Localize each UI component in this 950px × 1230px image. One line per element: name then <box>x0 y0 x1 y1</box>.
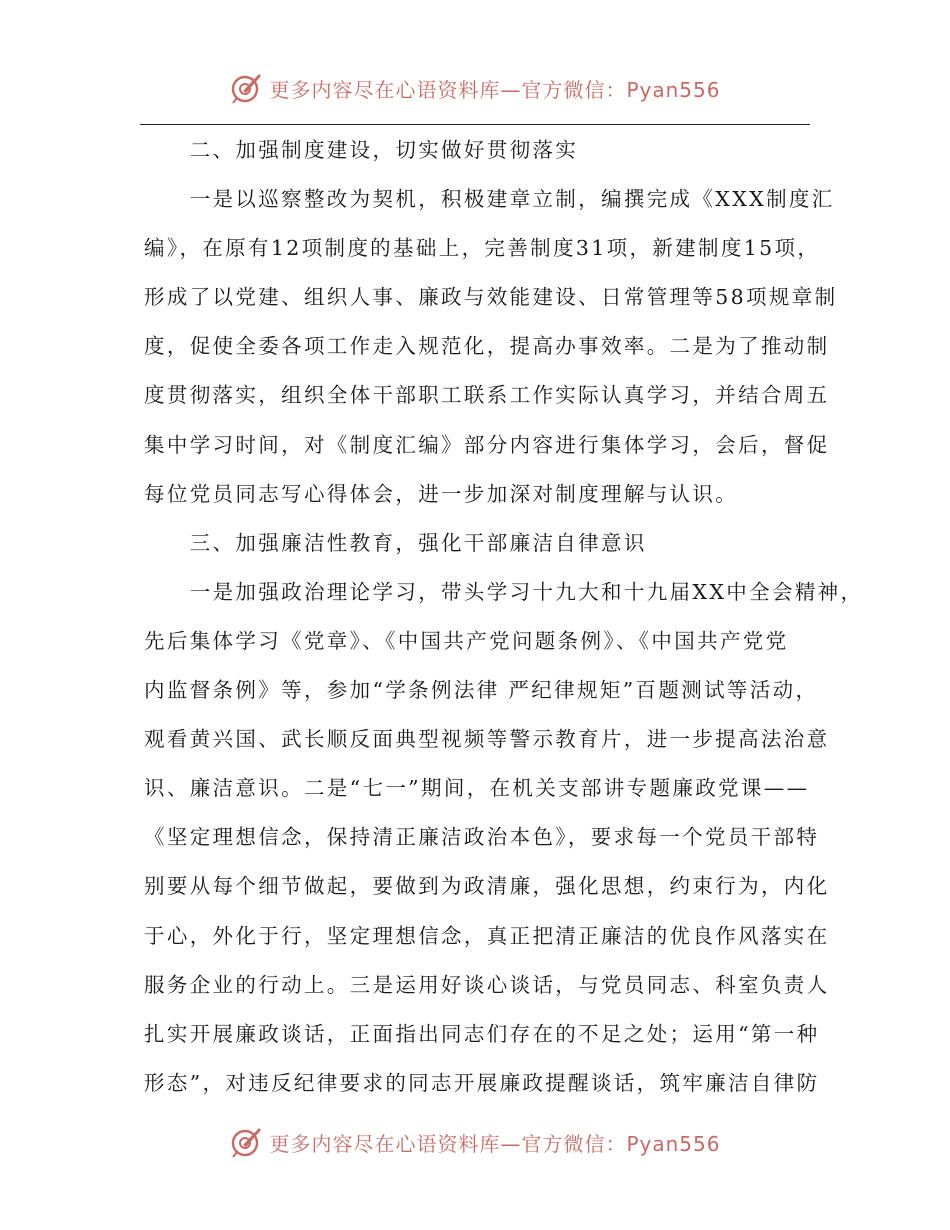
text-line: 一是加强政治理论学习，带头学习十九大和十九届XX中全会精神， <box>144 579 864 604</box>
header-banner <box>0 68 950 108</box>
footer-banner <box>0 1122 950 1162</box>
text-line: 《坚定理想信念，保持清正廉洁政治本色》，要求每一个党员干部特 <box>144 825 820 850</box>
text-line: 观看黄兴国、武长顺反面典型视频等警示教育片，进一步提高法治意 <box>144 727 830 752</box>
text-line: 服务企业的行动上。三是运用好谈心谈话，与党员同志、科室负责人 <box>144 972 830 997</box>
document-body <box>144 126 864 1108</box>
text-line: 识、廉洁意识。二是“七一”期间，在机关支部讲专题廉政党课—— <box>144 776 810 801</box>
text-line: 每位党员同志写心得体会，进一步加深对制度理解与认识。 <box>144 481 739 506</box>
text-line: 内监督条例》等，参加“学条例法律 严纪律规矩”百题测试等活动， <box>144 678 819 703</box>
text-line: 形成了以党建、组织人事、廉政与效能建设、日常管理等58项规章制 <box>144 285 838 310</box>
text-line: 于心，外化于行，坚定理想信念，真正把清正廉洁的优良作风落实在 <box>144 923 830 948</box>
text-line: 三、加强廉洁性教育，强化干部廉洁自律意识 <box>144 530 647 555</box>
text-line: 二、加强制度建设，切实做好贯彻落实 <box>144 138 579 162</box>
text-line: 编》，在原有12项制度的基础上，完善制度31项，新建制度15项， <box>144 236 821 261</box>
text-line: 别要从每个细节做起，要做到为政清廉，强化思想，约束行为，内化 <box>144 874 830 899</box>
header-divider <box>140 124 810 125</box>
header-banner-text: 更多内容尽在心语资料库—官方微信：Pyan556 <box>269 77 721 102</box>
text-line: 形态”，对违反纪律要求的同志开展廉政提醒谈话，筑牢廉洁自律防 <box>144 1070 820 1095</box>
text-line: 扎实开展廉政谈话，正面指出同志们存在的不足之处；运用“第一种 <box>144 1021 820 1046</box>
text-line: 先后集体学习《党章》、《中国共产党问题条例》、《中国共产党党 <box>144 628 789 653</box>
footer-banner-text: 更多内容尽在心语资料库—官方微信：Pyan556 <box>269 1131 721 1156</box>
text-line: 集中学习时间，对《制度汇编》部分内容进行集体学习，会后，督促 <box>144 432 830 457</box>
quill-seal-icon <box>229 1125 263 1159</box>
text-line: 度贯彻落实，组织全体干部职工联系工作实际认真学习，并结合周五 <box>144 383 830 408</box>
quill-seal-icon <box>229 71 263 105</box>
text-line: 一是以巡察整改为契机，积极建章立制，编撰完成《XXX制度汇 <box>144 187 835 212</box>
text-line: 度，促使全委各项工作走入规范化，提高办事效率。二是为了推动制 <box>144 334 830 359</box>
